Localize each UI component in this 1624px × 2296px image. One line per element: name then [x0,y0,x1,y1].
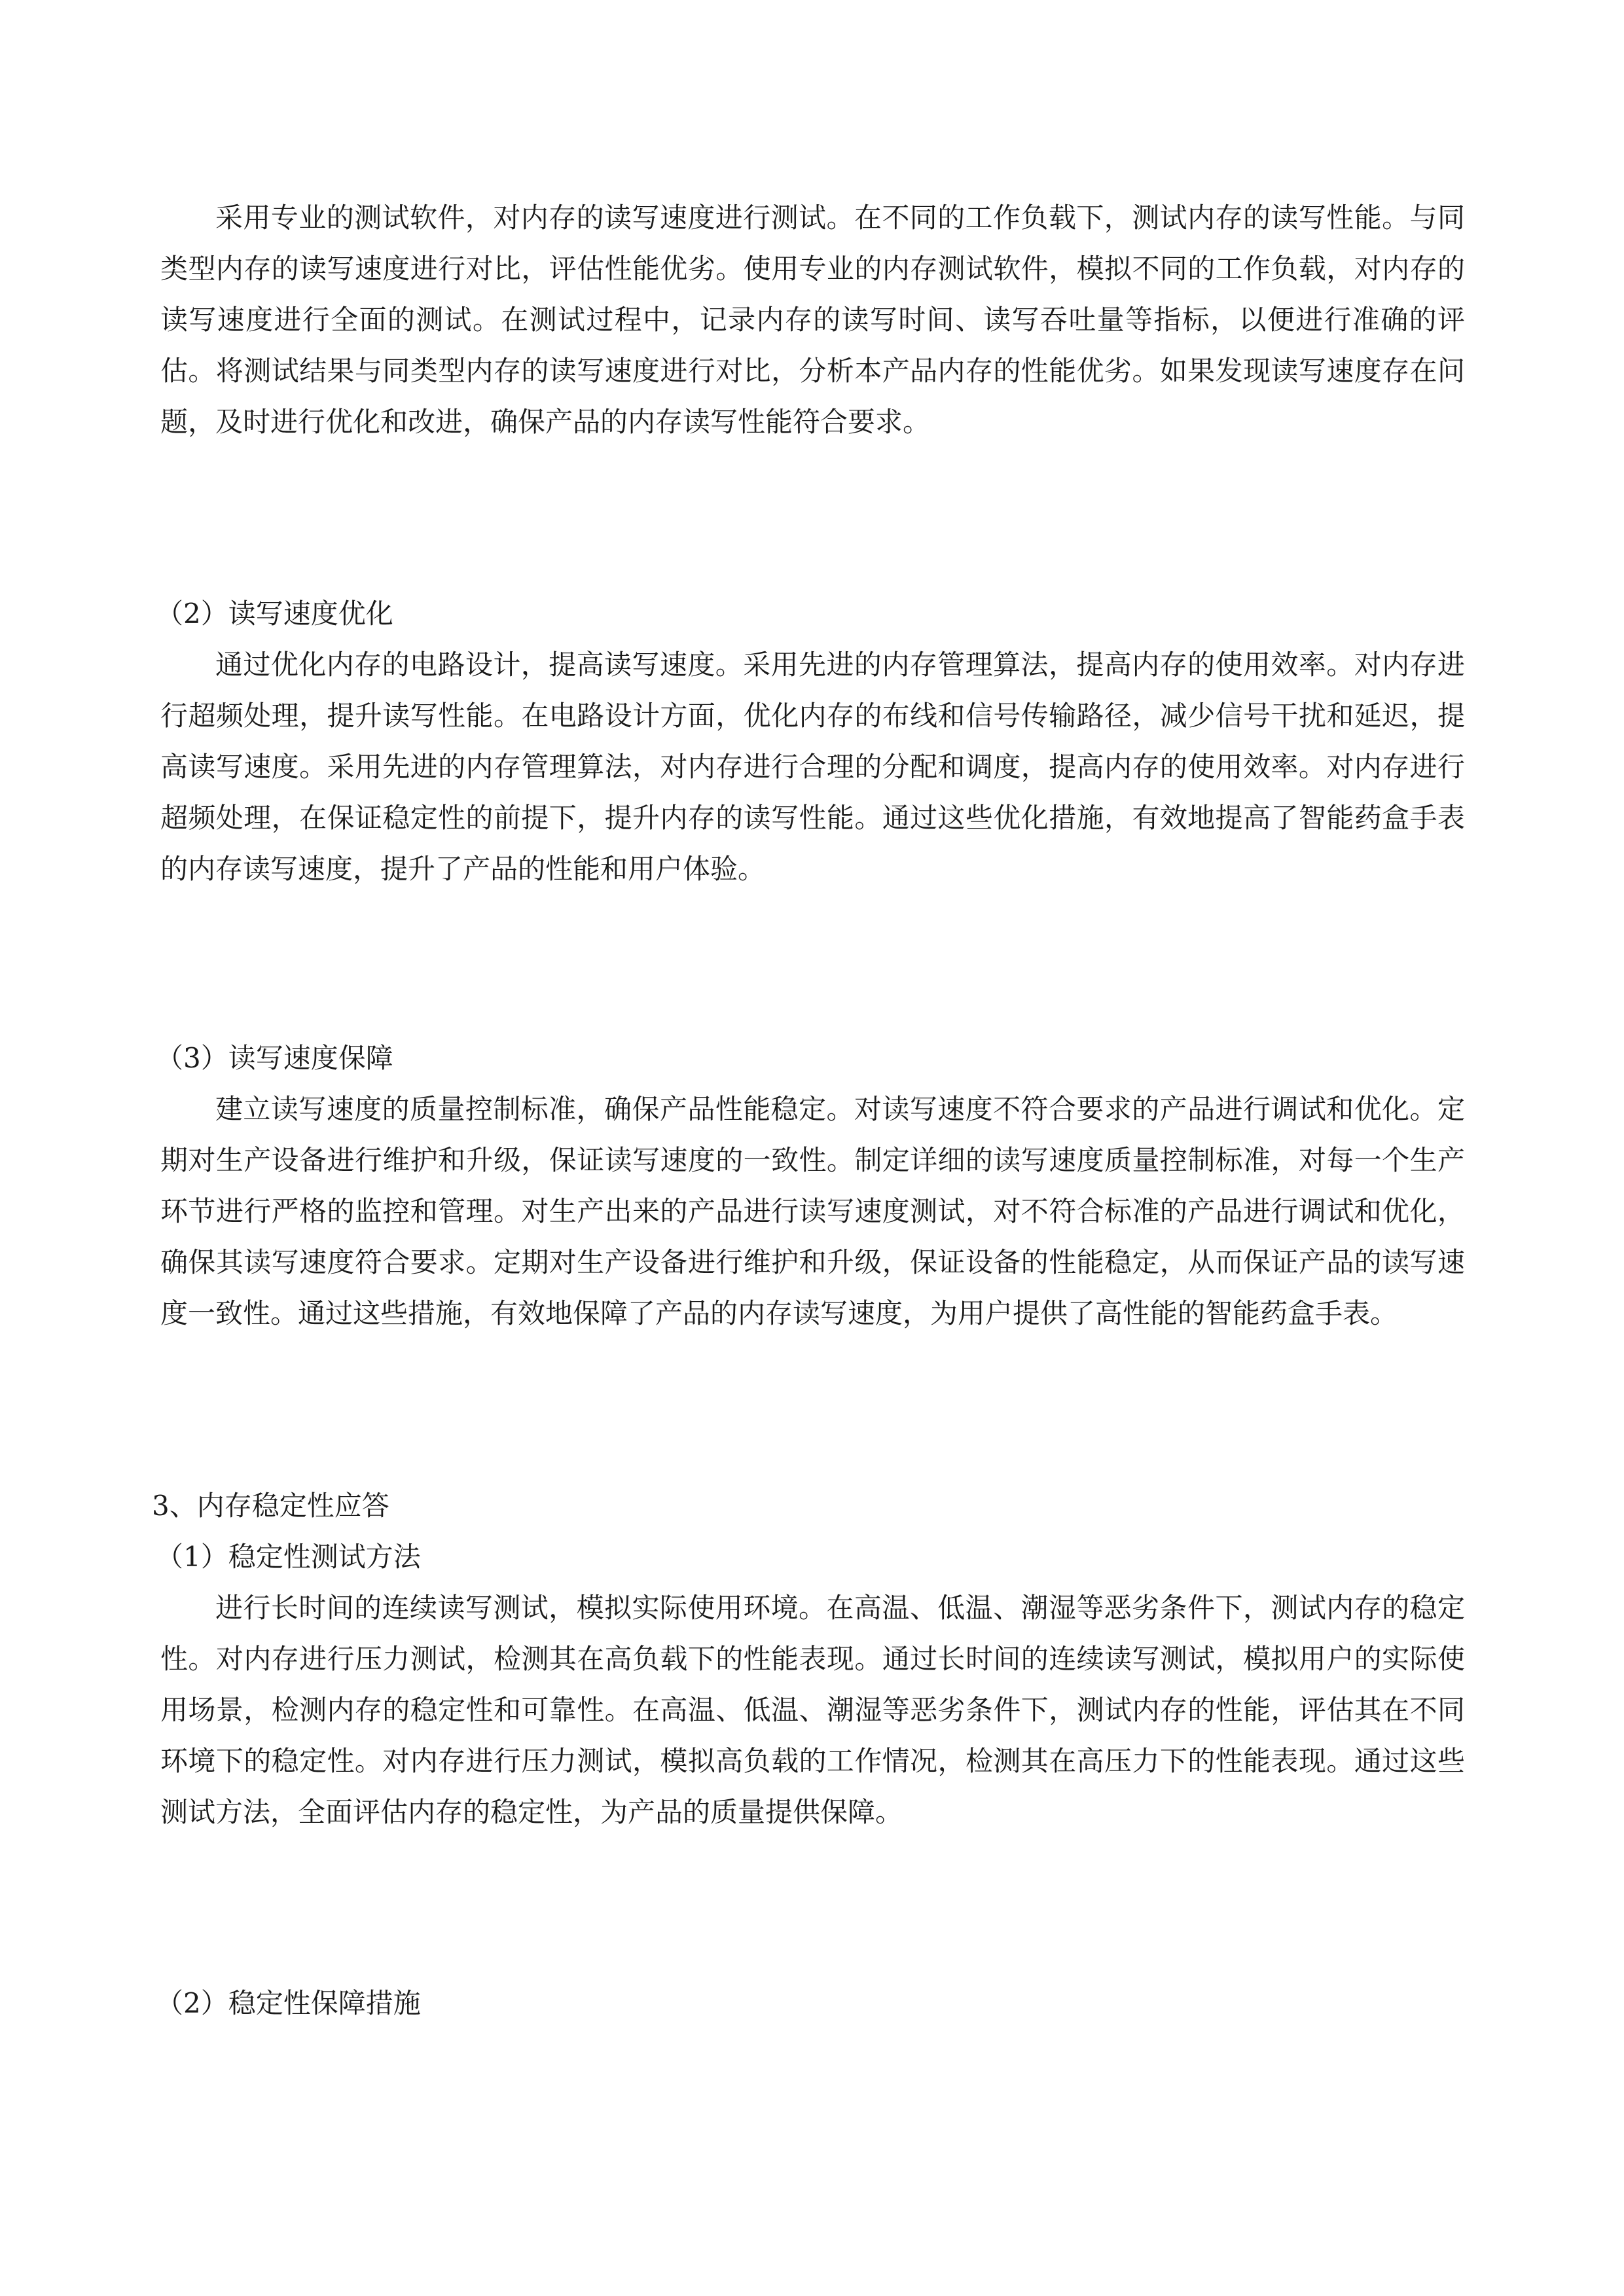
paragraph-read-write-optimization: 通过优化内存的电路设计，提高读写速度。采用先进的内存管理算法，提高内存的使用效率。对内存进行超频处理，提升读写性能。在电路设计方面，优化内存的布线和信号传输路径，减少信号干扰和延迟，提高读写速度。采用先进的内存管理算法，对内存进行合理的分配和调度，提高内存的使用效率。对内存进行超频处理，在保证稳定性的前提下，提升内存的读写性能。通过这些优化措施，有效地提高了智能药盒手表的内存读写速度，提升了产品的性能和用户体验。 [160,649,1465,885]
paragraph-stability-test: 进行长时间的连续读写测试，模拟实际使用环境。在高温、低温、潮湿等恶劣条件下，测试内存的稳定性。对内存进行压力测试，检测其在高负载下的性能表现。通过长时间的连续读写测试，模拟用户的实际使用场景，检测内存的稳定性和可靠性。在高温、低温、潮湿等恶劣条件下，测试内存的性能，评估其在不同环境下的稳定性。对内存进行压力测试，模拟高负载的工作情况，检测其在高压力下的性能表现。通过这些测试方法，全面评估内存的稳定性，为产品的质量提供保障。 [160,1592,1465,1828]
heading-read-write-speed-optimization: （2）读写速度优化 [156,598,393,630]
paragraph-read-write-guarantee: 建立读写速度的质量控制标准，确保产品性能稳定。对读写速度不符合要求的产品进行调试和优化。定期对生产设备进行维护和升级，保证读写速度的一致性。制定详细的读写速度质量控制标准，对每一个生产环节进行严格的监控和管理。对生产出来的产品进行读写速度测试，对不符合标准的产品进行调试和优化，确保其读写速度符合要求。定期对生产设备进行维护和升级，保证设备的性能稳定，从而保证产品的读写速度一致性。通过这些措施，有效地保障了产品的内存读写速度，为用户提供了高性能的智能药盒手表。 [160,1093,1465,1329]
heading-stability-test-method: （1）稳定性测试方法 [156,1541,421,1573]
section-title-memory-stability: 3、内存稳定性应答 [152,1490,389,1522]
heading-stability-measures: （2）稳定性保障措施 [156,1987,421,2019]
heading-read-write-speed-guarantee: （3）读写速度保障 [156,1042,393,1074]
paragraph-read-write-test: 采用专业的测试软件，对内存的读写速度进行测试。在不同的工作负载下，测试内存的读写性能。与同类型内存的读写速度进行对比，评估性能优劣。使用专业的内存测试软件，模拟不同的工作负载，对内存的读写速度进行全面的测试。在测试过程中，记录内存的读写时间、读写吞吐量等指标，以便进行准确的评估。将测试结果与同类型内存的读写速度进行对比，分析本产品内存的性能优劣。如果发现读写速度存在问题，及时进行优化和改进，确保产品的内存读写性能符合要求。 [160,202,1465,438]
